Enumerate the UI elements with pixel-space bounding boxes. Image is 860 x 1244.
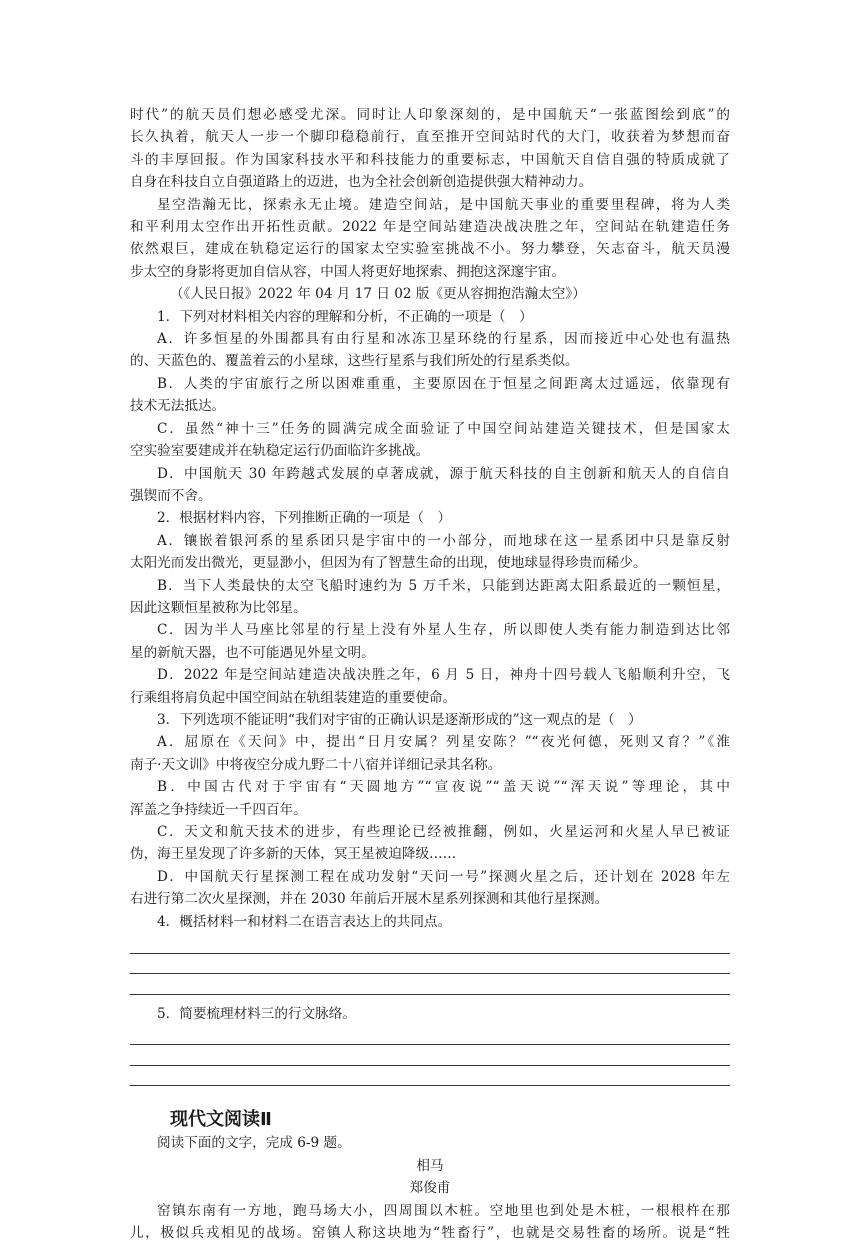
option-b-cont: 技术无法抵达。: [130, 398, 226, 415]
option-a-cont: 太阳光而发出微光，更显渺小，但因为有了智慧生命的出现，使地球显得珍贵而稀少。: [130, 555, 647, 572]
question-2: [130, 507, 730, 709]
paragraph-material-closing: [130, 194, 730, 284]
answer-line[interactable]: [130, 1066, 730, 1087]
option-a-cont: 南子·天文训》中将夜空分成九野二十八宿并详细记录其名称。: [130, 756, 502, 773]
question-1: [130, 306, 730, 508]
story-author: 郑俊甫: [409, 1180, 451, 1197]
option-d: D．中国航天行星探测工程在成功发射“天问一号”探测火星之后，还计划在 2028 年左: [157, 868, 730, 885]
story-paragraph: [130, 1200, 730, 1244]
text-line: 时代”的航天员们想必感受尤深。同时让人印象深刻的，是中国航天“一张蓝图绘到底”的: [130, 107, 730, 123]
answer-line[interactable]: [130, 1045, 730, 1066]
story-title: 相马: [416, 1157, 444, 1174]
option-b-cont: 因此这颗恒星被称为比邻星。: [130, 599, 307, 616]
question-5: [130, 1003, 730, 1087]
section-title: 现代文阅读Ⅱ: [170, 1109, 272, 1131]
text-line: 长久执着，航天人一步一个脚印稳稳前行，直至推开空间站时代的大门，收获着为梦想而奋: [130, 129, 730, 146]
answer-line[interactable]: [130, 974, 730, 995]
option-a: A．屈原在《天问》中，提出“日月安属？列星安陈？”“夜光何德，死则又育？”《淮: [157, 734, 730, 751]
question-stem: 2．根据材料内容，下列推断正确的一项是（ ）: [157, 510, 452, 527]
option-b-cont: 浑盖之争持续近一千四百年。: [130, 801, 307, 818]
question-4: [130, 911, 730, 995]
option-c: C．虽然“神十三”任务的圆满完成全面验证了中国空间站建造关键技术，但是国家太: [157, 420, 730, 437]
paragraph-material-continued: [130, 104, 730, 194]
text-line: 儿，极似兵戎相见的战场。窑镇人称这块地为“牲畜行”，也就是交易牲畜的场所。说是“牲: [130, 1225, 730, 1242]
option-c-cont: 空实验室要建成并在轨稳定运行仍面临许多挑战。: [130, 443, 430, 460]
text-line: 和平利用太空作出开拓性贡献。2022 年是空间站建造决战决胜之年，空间站在轨建造任务: [130, 219, 730, 236]
option-b: B．人类的宇宙旅行之所以困难重重，主要原因在于恒星之间距离太过遥远，依靠现有: [157, 375, 730, 392]
answer-line[interactable]: [130, 1025, 730, 1046]
option-d: D．中国航天 30 年跨越式发展的卓著成就，源于航天科技的自主创新和航天人的自信自: [157, 465, 730, 482]
question-stem: 3．下列选项不能证明“我们对宇宙的正确认识是逐渐形成的”这一观点的是（ ）: [157, 711, 642, 728]
answer-line[interactable]: [130, 954, 730, 975]
option-d-cont: 右进行第二次火星探测，并在 2030 年前后开展木星系列探测和其他行星探测。: [130, 891, 609, 908]
text-line: 星空浩瀚无比，探索永无止境。建造空间站，是中国航天事业的重要里程碑，将为人类: [157, 196, 730, 213]
option-c: C．天文和航天技术的进步，有些理论已经被推翻，例如，火星运河和火星人早已被证: [157, 824, 730, 840]
option-a-cont: 的、天蓝色的、覆盖着云的小星球，这些行星系与我们所处的行星系类似。: [130, 353, 579, 370]
text-line: 斗的丰厚回报。作为国家科技水平和科技能力的重要标志，中国航天自信自强的特质成就了: [130, 151, 730, 168]
question-stem: 4．概括材料一和材料二在语言表达上的共同点。: [157, 913, 452, 930]
option-a: A．许多恒星的外围都具有由行星和冰冻卫星环绕的行星系，因而接近中心处也有温热: [157, 331, 730, 348]
question-stem: 5．简要梳理材料三的行文脉络。: [157, 1005, 356, 1022]
question-3: [130, 709, 730, 911]
option-a: A．镶嵌着银河系的星系团只是宇宙中的一小部分，而地球在这一星系团中只是靠反射: [157, 532, 730, 549]
section-instruction: 阅读下面的文字，完成 6-9 题。: [157, 1135, 351, 1152]
option-b: B．当下人类最快的太空飞船时速约为 5 万千米，只能到达距离太阳系最近的一颗恒星，: [157, 577, 730, 594]
text-line: 自身在科技自立自强道路上的迈进，也为全社会创新创造提供强大精神动力。: [130, 174, 593, 191]
document-page: [130, 104, 730, 1244]
option-c-cont: 星的新航天器，也不可能遇见外星文明。: [130, 644, 375, 661]
question-stem: 1．下列对材料相关内容的理解和分析，不正确的一项是（ ）: [157, 308, 533, 325]
option-b: B．中国古代对于宇宙有“天圆地方”“宣夜说”“盖天说”“浑天说”等理论，其中: [157, 779, 730, 796]
text-line: 依然艰巨，建成在轨稳定运行的国家太空实验室挑战不小。努力攀登，矢志奋斗，航天员漫: [130, 241, 730, 258]
option-d: D．2022 年是空间站建造决战决胜之年，6 月 5 日，神舟十四号载人飞船顺利升空，飞: [157, 667, 730, 684]
text-line: 步太空的身影将更加自信从容，中国人将更好地探索、拥抱这深邃宇宙。: [130, 263, 565, 280]
option-d-cont: 行乘组将肩负起中国空间站在轨组装建造的重要使命。: [130, 689, 457, 706]
option-c: C．因为半人马座比邻星的行星上没有外星人生存，所以即使人类有能力制造到达比邻: [157, 622, 730, 639]
option-d-cont: 强锲而不舍。: [130, 487, 212, 504]
text-line: 窑镇东南有一方地，跑马场大小，四周围以木桩。空地里也到处是木桩，一根根杵在那: [157, 1202, 730, 1219]
option-c-cont: 伪，海王星发现了许多新的天体，冥王星被迫降级……: [130, 846, 457, 863]
source-citation: （《人民日报》2022 年 04 月 17 日 02 版《更从容拥抱浩瀚太空》）: [170, 286, 586, 303]
answer-line[interactable]: [130, 933, 730, 954]
